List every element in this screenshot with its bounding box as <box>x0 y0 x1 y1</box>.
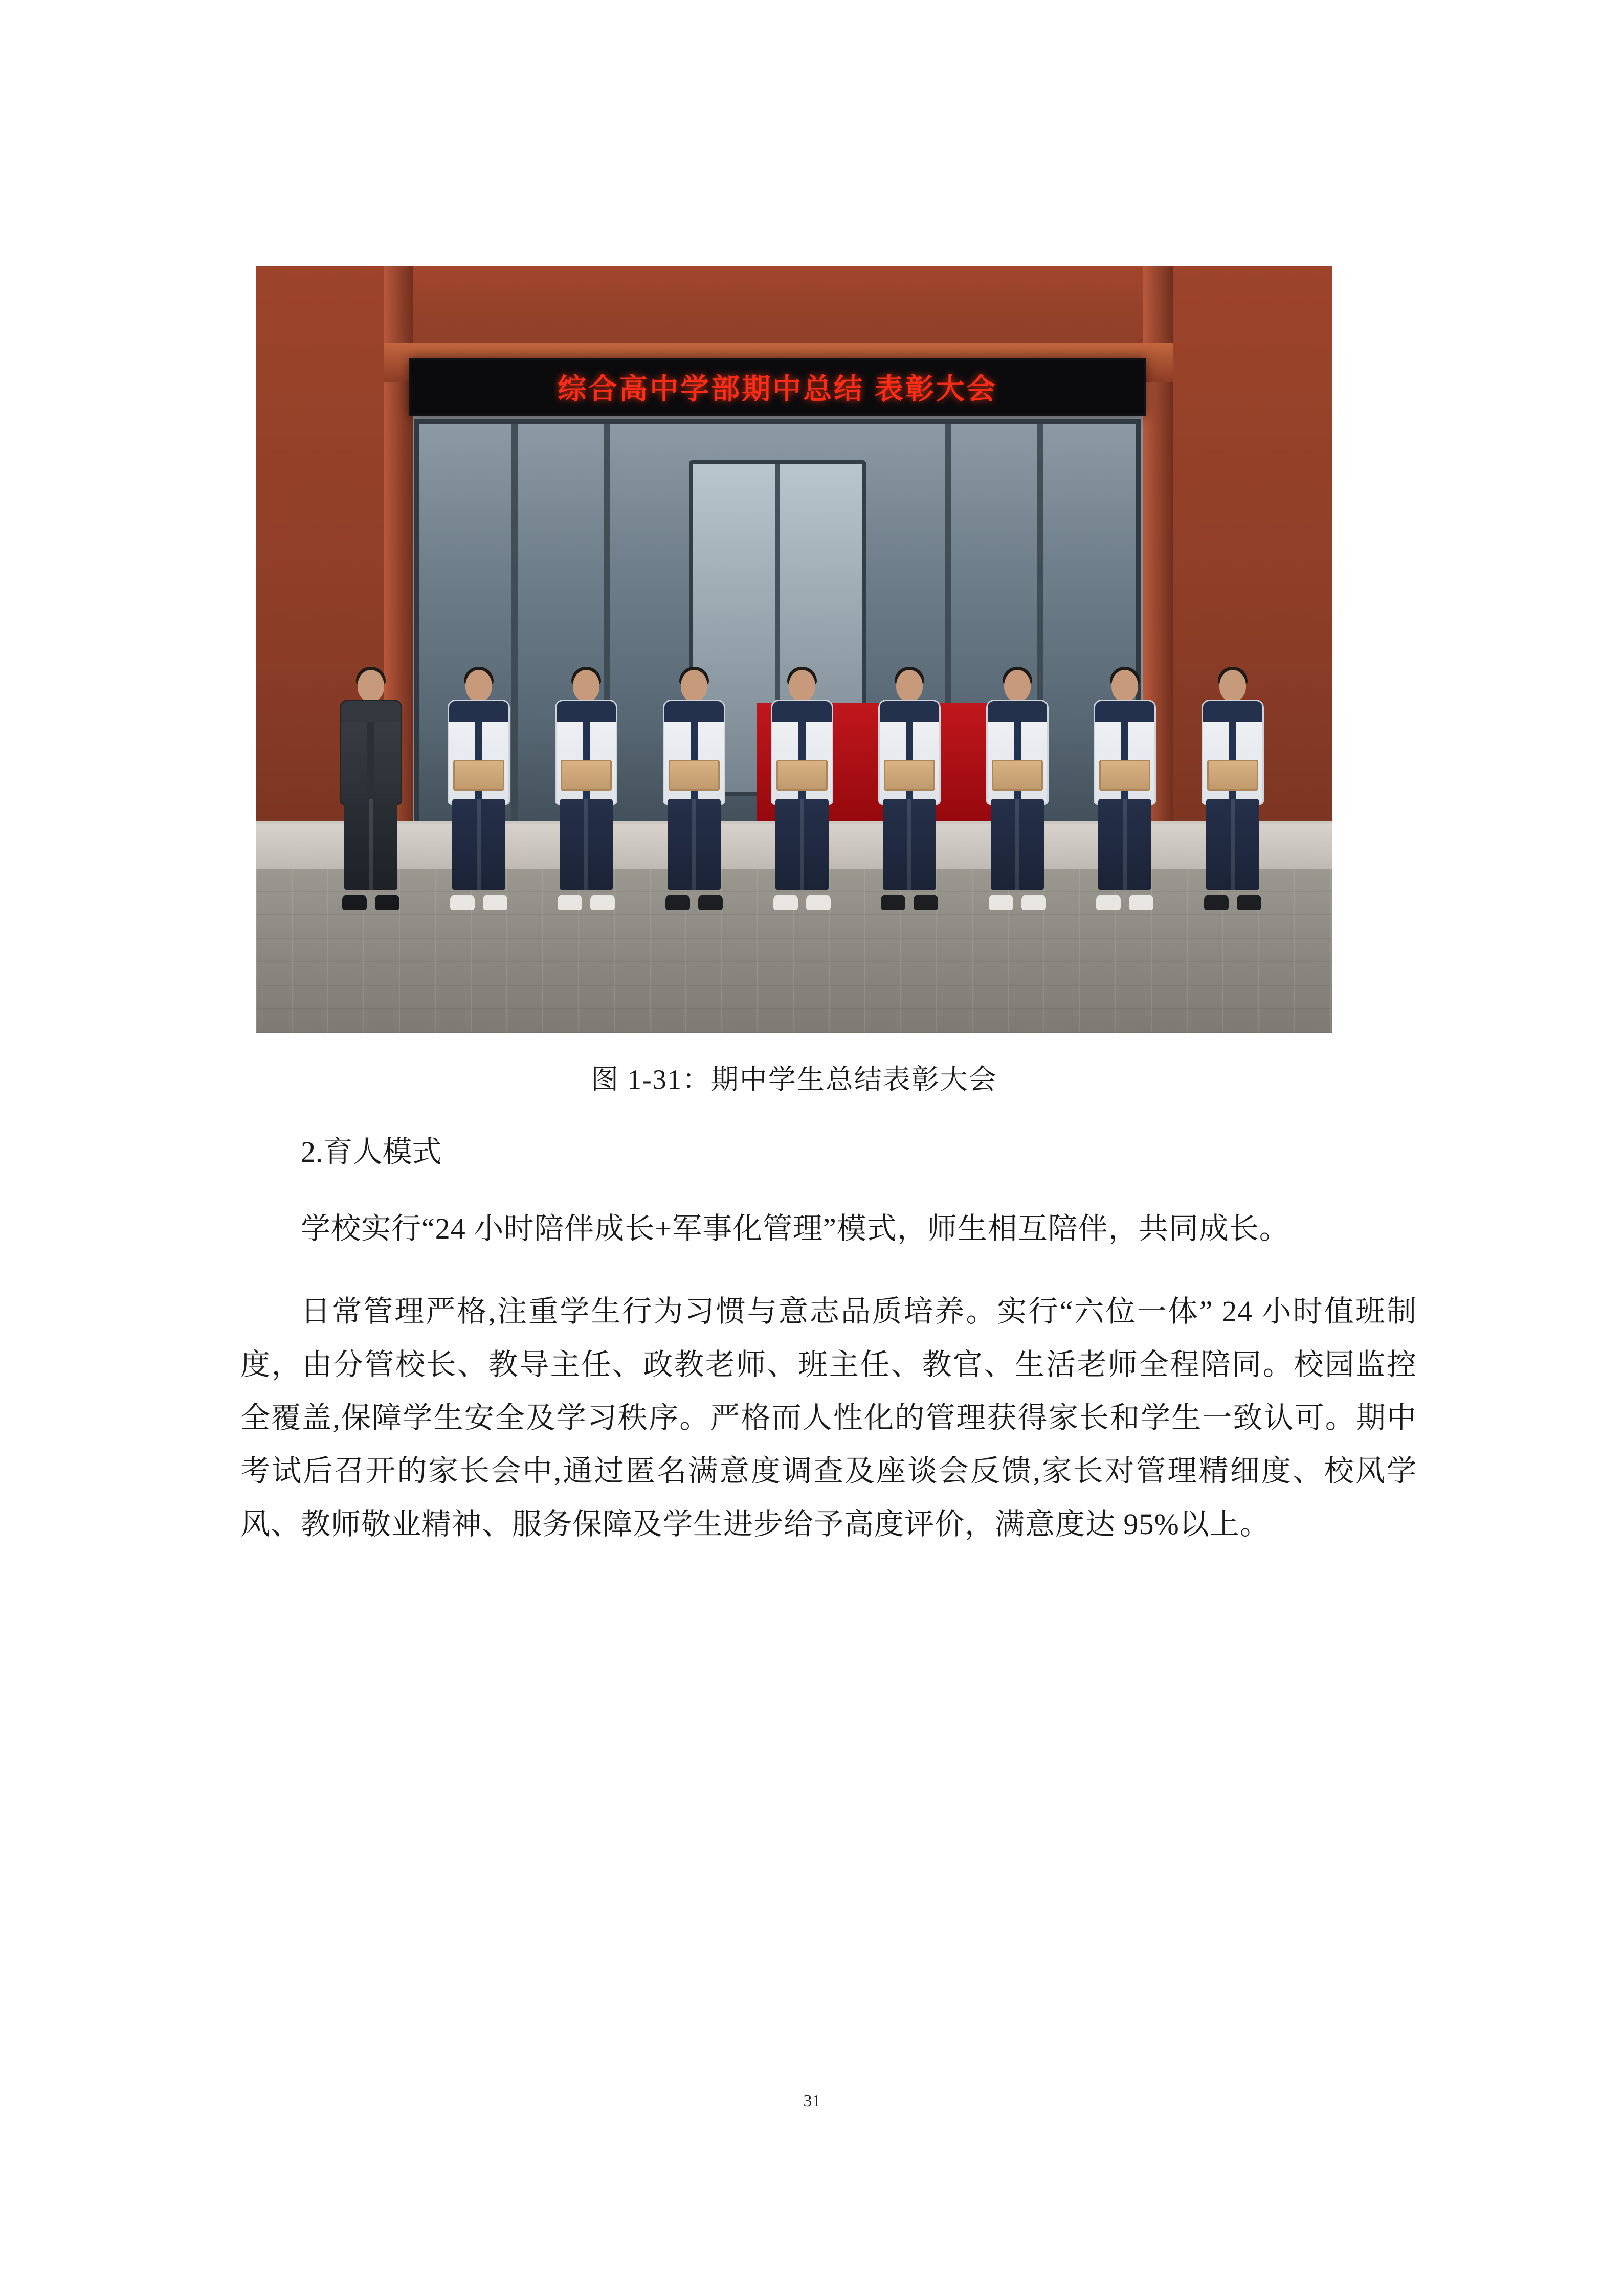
head <box>358 670 384 702</box>
person-student <box>764 670 840 910</box>
legs <box>775 799 829 890</box>
torso <box>340 700 402 805</box>
photo-school-ceremony <box>256 266 1332 1033</box>
head <box>896 670 923 702</box>
award-box <box>453 760 504 791</box>
person-student <box>548 670 625 910</box>
legs <box>344 799 397 890</box>
person-teacher <box>332 670 409 910</box>
shoes <box>881 895 938 910</box>
paragraph-1: 学校实行“24 小时陪伴成长+军事化管理”模式，师生相互陪伴，共同成长。 <box>301 1212 1289 1245</box>
person-student <box>1086 670 1163 910</box>
led-banner <box>409 358 1146 416</box>
head <box>1004 670 1031 702</box>
legs <box>560 799 613 890</box>
head <box>465 670 492 702</box>
page-content <box>240 266 1417 1581</box>
shoes <box>773 895 831 910</box>
shoes <box>1096 895 1153 910</box>
award-box <box>1207 760 1258 791</box>
head <box>1111 670 1138 702</box>
figure-caption: 图 1-31：期中学生总结表彰大会 <box>591 1064 997 1095</box>
shoes <box>665 895 723 910</box>
award-box <box>561 760 612 791</box>
person-student <box>979 670 1056 910</box>
person-student <box>1194 670 1271 910</box>
shoes <box>989 895 1046 910</box>
award-box <box>992 760 1043 791</box>
figure-block <box>256 266 1332 1097</box>
legs <box>883 799 936 890</box>
shoes <box>450 895 507 910</box>
head <box>573 670 599 702</box>
head <box>681 670 707 702</box>
shoes <box>558 895 615 910</box>
award-box <box>669 760 720 791</box>
shoes <box>342 895 399 910</box>
head <box>789 670 815 702</box>
person-student <box>440 670 517 910</box>
head <box>1219 670 1246 702</box>
award-box <box>776 760 828 791</box>
legs <box>991 799 1044 890</box>
led-banner-text: 综合高中学部期中总结 表彰大会 <box>558 372 997 405</box>
people-row <box>332 644 1271 910</box>
legs <box>452 799 505 890</box>
legs <box>1098 799 1151 890</box>
section-heading: 2.育人模式 <box>301 1135 442 1168</box>
paragraph-2: 日常管理严格,注重学生行为习惯与意志品质培养。实行“六位一体” 24 小时值班制度，由分管校长、教导主任、政教老师、班主任、教官、生活老师全程陪同。校园监控全覆盖,保障学生安全及学习秩序。严格而人性化的管理获得家长和学生一致认可。期中考试后召开的家长会中,通过匿名满意度调查及座谈会反馈,家长对管理精细度、校风学风、教师敬业精神、服务保障及学生进步给予高度评价，满意度达 95%以上。 <box>240 1295 1417 1541</box>
award-box <box>884 760 935 791</box>
page-number: 31 <box>803 2091 821 2110</box>
legs <box>1206 799 1259 890</box>
award-box <box>1099 760 1150 791</box>
legs <box>668 799 721 890</box>
person-student <box>871 670 948 910</box>
person-student <box>656 670 732 910</box>
shoes <box>1204 895 1261 910</box>
